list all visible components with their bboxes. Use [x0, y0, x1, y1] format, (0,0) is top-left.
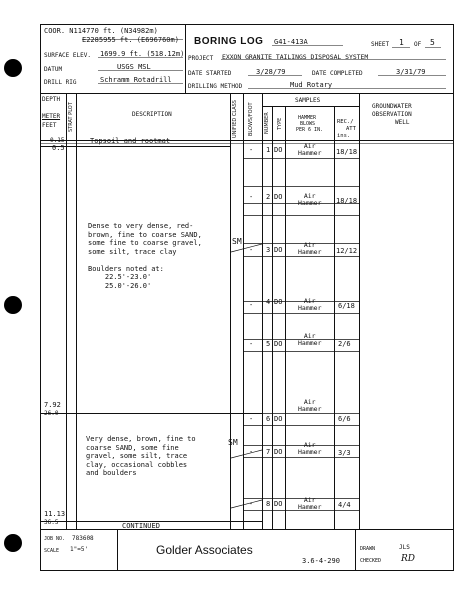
surface-elev-value: 1699.9 ft. (518.12m): [100, 50, 185, 58]
sample-recovery: 18/18: [336, 148, 358, 156]
sample-hammer: Air Hammer: [298, 441, 322, 456]
sample-blows-dash: -: [249, 500, 254, 508]
sheet-total: 5: [430, 38, 435, 47]
col-unified-class: UNIFIED CLASS: [232, 100, 238, 138]
sample-hammer: Air Hammer: [298, 398, 322, 413]
col-samples: SAMPLES: [295, 97, 321, 104]
sample-hammer: Air Hammer: [298, 332, 322, 347]
col-hammer-1: HAMMER: [298, 115, 317, 121]
surface-elev-label: SURFACE ELEV.: [44, 52, 91, 59]
sample-type: DO: [274, 193, 283, 201]
continued-label: CONTINUED: [122, 522, 160, 530]
col-groundwater-3: WELL: [395, 119, 410, 126]
sample-hammer: Air Hammer: [298, 192, 322, 207]
col-hammer-2: BLOWS: [300, 121, 316, 127]
scale-label: SCALE: [44, 548, 60, 554]
datum-value: USGS MSL: [117, 63, 151, 71]
sample-blows-dash: -: [249, 340, 254, 348]
job-number-value: 783608: [72, 535, 94, 542]
col-rec: REC./: [337, 119, 354, 125]
sheet-of-label: OF: [414, 41, 422, 48]
sample-hammer: Air Hammer: [298, 496, 322, 511]
drill-rig-label: DRILL RIG: [44, 79, 77, 86]
sample-recovery: 12/12: [336, 247, 358, 255]
layer-3-class: SM: [228, 438, 238, 447]
project-value: EXXON GRANITE TAILINGS DISPOSAL SYSTEM: [222, 53, 369, 61]
document-number: 3.6-4-290: [302, 557, 340, 565]
coordinates-north: COOR. N114770 ft. (N34982m): [44, 27, 158, 35]
col-blows-foot: BLOWS/FOOT: [248, 102, 254, 136]
scale-value: 1"=5': [70, 546, 89, 553]
depth-2-feet: 26.0: [44, 410, 59, 417]
job-number-label: JOB NO.: [44, 536, 66, 542]
coordinates-east: E2285955 ft. (E696760m): [82, 36, 179, 44]
drilling-method-value: Mud Rotary: [290, 81, 333, 89]
depth-2-meter: 7.92: [44, 401, 61, 409]
layer-2-description: Dense to very dense, red- brown, fine to coarse SAND, some fine to coarse gravel, some silt, trace clay Boulders noted at: 22.5'-23.0' 25.0'-26.0': [88, 222, 202, 290]
sample-blows-dash: -: [249, 193, 254, 201]
col-att: ATT: [346, 126, 356, 132]
sample-blows-dash: -: [249, 301, 254, 309]
company-name: Golder Associates: [156, 543, 253, 557]
sample-blows-dash: -: [249, 246, 254, 254]
sample-number: 2: [266, 193, 271, 201]
sample-type: DO: [274, 415, 283, 423]
sheet-number: 1: [399, 38, 404, 47]
col-groundwater-2: OBSERVATION: [372, 111, 412, 118]
sample-number: 3: [266, 246, 271, 254]
sample-number: 7: [266, 448, 271, 456]
sample-hammer: Air Hammer: [298, 142, 322, 157]
drawn-value: JLS: [399, 544, 410, 551]
sheet-label: SHEET: [371, 41, 390, 48]
layer-1-description: Topsoil and rootmat: [90, 137, 171, 145]
sample-type: DO: [274, 340, 283, 348]
col-meter: METER: [42, 113, 61, 120]
sample-blows-dash: -: [249, 415, 254, 423]
sample-type: DO: [274, 500, 283, 508]
sample-recovery: 18/18: [336, 197, 358, 205]
sample-number: 8: [266, 500, 271, 508]
col-groundwater-1: GROUNDWATER: [372, 103, 412, 110]
sample-blows-dash: -: [249, 448, 254, 456]
sample-recovery: 2/6: [338, 340, 351, 348]
sample-type: DO: [274, 448, 283, 456]
checked-signature: RD: [401, 554, 415, 564]
drilling-method-label: DRILLING METHOD: [188, 83, 243, 90]
sample-number: 1: [266, 146, 271, 154]
col-hammer-3: PER 6 IN.: [296, 127, 324, 133]
sample-blows-dash: -: [249, 146, 254, 154]
sample-number: 5: [266, 340, 271, 348]
datum-label: DATUM: [44, 66, 63, 73]
sample-recovery: 6/18: [338, 302, 355, 310]
depth-3-meter: 11.13: [44, 510, 66, 518]
depth-3-feet: 36.5: [44, 519, 59, 526]
checked-label: CHECKED: [360, 558, 382, 564]
sample-type: DO: [274, 298, 283, 306]
depth-1-feet: 0.5: [52, 144, 65, 152]
col-sample-number: NUMBER: [264, 112, 270, 134]
drill-rig-value: Schramm Rotadrill: [100, 76, 172, 84]
sample-recovery: 6/6: [338, 415, 351, 423]
sample-recovery: 4/4: [338, 501, 351, 509]
page-title: BORING LOG: [194, 36, 264, 47]
sample-hammer: Air Hammer: [298, 297, 322, 312]
date-completed-value: 3/31/79: [396, 68, 426, 76]
sample-type: DO: [274, 246, 283, 254]
sample-number: 6: [266, 415, 271, 423]
drawn-label: DRAWN: [360, 546, 376, 552]
depth-1-meter: 0.15: [50, 137, 65, 144]
layer-2-class: SM: [232, 237, 242, 246]
sample-number: 4: [266, 298, 271, 306]
project-label: PROJECT: [188, 55, 214, 62]
col-feet: FEET: [42, 122, 57, 129]
date-started-value: 3/28/79: [256, 68, 286, 76]
layer-3-description: Very dense, brown, fine to coarse SAND, some fine gravel, some silt, trace clay, occasional cobbles and boulders: [86, 435, 196, 477]
boring-id: G41-413A: [274, 38, 308, 46]
col-ins: ins.: [337, 133, 351, 139]
col-description: DESCRIPTION: [132, 111, 172, 118]
col-strat-plot: STRAT PLOT: [68, 102, 74, 132]
col-depth: DEPTH: [42, 96, 61, 103]
date-started-label: DATE STARTED: [188, 70, 232, 77]
sample-hammer: Air Hammer: [298, 241, 322, 256]
date-completed-label: DATE COMPLETED: [312, 70, 363, 77]
sample-recovery: 3/3: [338, 449, 351, 457]
sample-type: DO: [274, 146, 283, 154]
col-sample-type: TYPE: [277, 117, 283, 130]
